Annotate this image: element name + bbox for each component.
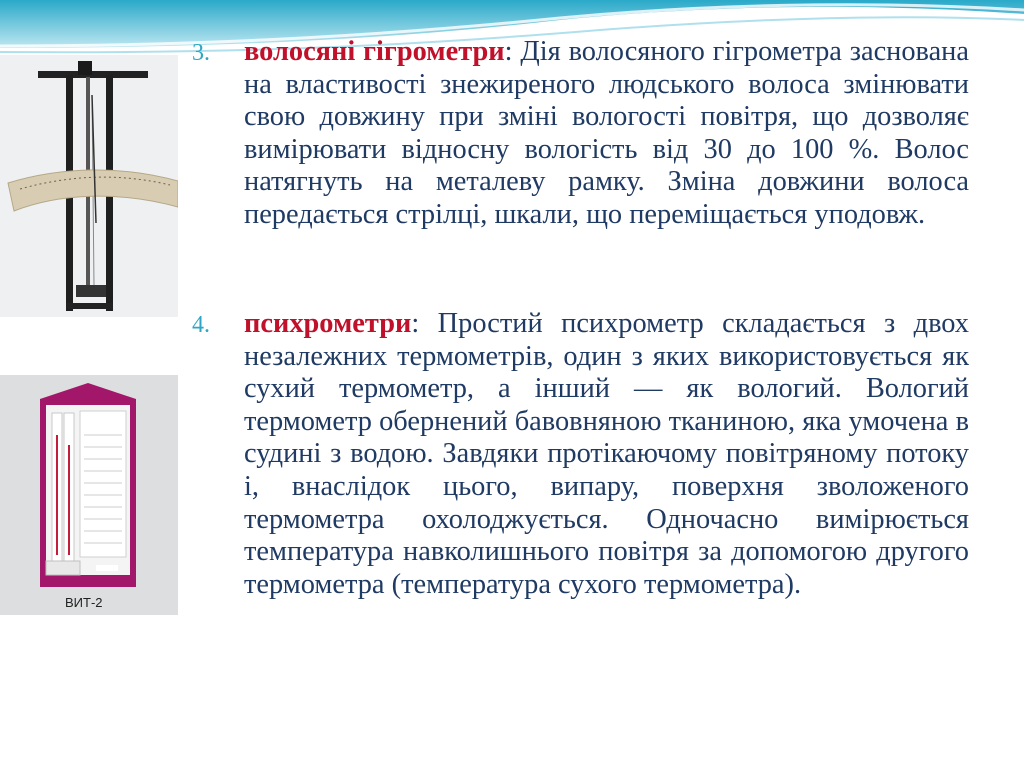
item-description: : Простий психрометр складається з двох незалежних термометрів, один з яких використовується як сухий термометр, а інший — як вологий. Вологий термометр обернений бавовняною тканиною, яка умочена в судині з водою. Завдяки протікаючому повітряному потоку і, внаслідок цього, випару, поверхня зволоженого термометра охолоджується. Одночасно вимірюється температура навколишнього повітря за допомогою другого термометра (температура сухого термометра). — [244, 308, 969, 600]
psychrometer-photo — [0, 375, 178, 615]
item-description: : Дія волосяного гігрометра заснована на властивості знежиреного людського волоса змінювати свою довжину при зміні вологості повітря, що дозволяє вимірювати відносну вологість від 30 до 100 %. Волос натягнуть на металеву рамку. Зміна довжини волоса передається стрілці, шкали, що переміщається уподовж. — [244, 36, 969, 230]
hair-hygrometer-photo — [0, 55, 178, 317]
term-highlight: психрометри — [244, 308, 412, 339]
list-item-text — [244, 308, 969, 601]
list-item-hair-hygrometers — [192, 36, 969, 232]
term-highlight: волосяні гігрометри — [244, 36, 505, 67]
psychrometer-caption: ВИТ-2 — [65, 595, 103, 610]
list-number: 4. — [192, 312, 210, 338]
list-item-text — [244, 36, 969, 232]
list-item-psychrometers — [192, 308, 969, 601]
list-number: 3. — [192, 40, 210, 66]
